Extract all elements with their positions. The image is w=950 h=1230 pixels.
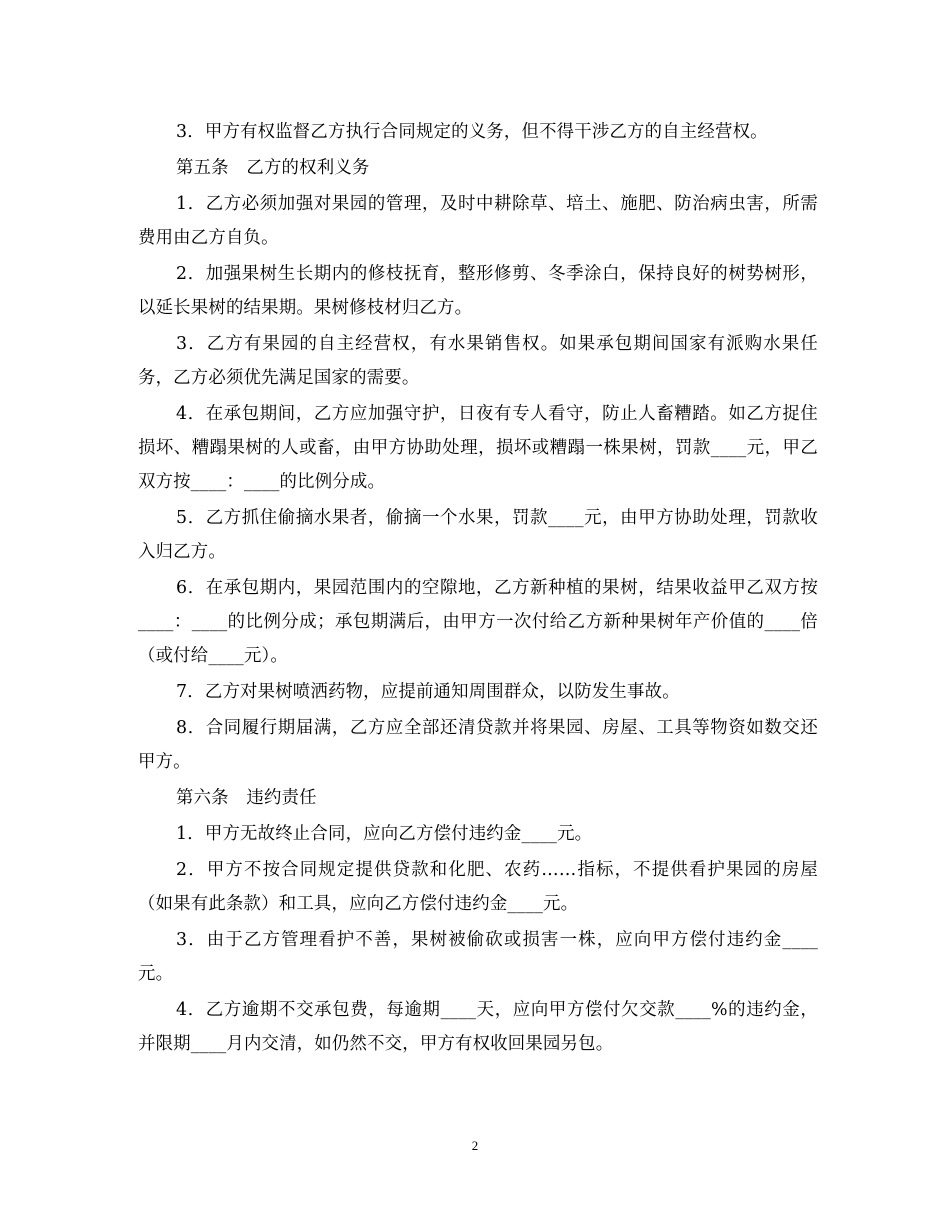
clause-5-item-2: 2．加强果树生长期内的修枝抚育，整形修剪、冬季涂白，保持良好的树势树形，以延长果树的结果期。果树修枝材归乙方。 — [138, 264, 818, 318]
clause-5-item-6: 6．在承包期内，果园范围内的空隙地，乙方新种植的果树，结果收益甲乙双方按____：____的比例分成；承包期满后，由甲方一次付给乙方新种果树年产价值的____倍（或付给____元）。 — [138, 578, 818, 666]
clause-6-item-1: 1．甲方无故终止合同，应向乙方偿付违约金____元。 — [176, 824, 593, 844]
clause-5-item-7: 7．乙方对果树喷洒药物，应提前通知周围群众，以防发生事故。 — [176, 682, 680, 702]
document-body — [138, 115, 818, 1063]
clause-6-item-3: 3．由于乙方管理看护不善，果树被偷砍或损害一株，应向甲方偿付违约金____元。 — [138, 930, 818, 984]
article-6-heading: 第六条 违约责任 — [176, 788, 317, 808]
clause-4-item-3: 3．甲方有权监督乙方执行合同规定的义务，但不得干涉乙方的自主经营权。 — [176, 122, 768, 142]
clause-5-item-4: 4．在承包期间，乙方应加强守护，日夜有专人看守，防止人畜糟踏。如乙方捉住损坏、糟蹋果树的人或畜，由甲方协助处理，损坏或糟蹋一株果树，罚款____元，甲乙双方按____：____的比例分成。 — [138, 404, 818, 492]
article-5-heading: 第五条 乙方的权利义务 — [176, 158, 370, 178]
clause-6-item-4: 4．乙方逾期不交承包费，每逾期____天，应向甲方偿付欠交款____%的违约金，并限期____月内交清，如仍然不交，甲方有权收回果园另包。 — [138, 1000, 818, 1054]
clause-5-item-1: 1．乙方必须加强对果园的管理，及时中耕除草、培土、施肥、防治病虫害，所需费用由乙方自负。 — [138, 194, 818, 248]
clause-5-item-3: 3．乙方有果园的自主经营权，有水果销售权。如果承包期间国家有派购水果任务，乙方必须优先满足国家的需要。 — [138, 334, 818, 388]
clause-5-item-8: 8．合同履行期届满，乙方应全部还清贷款并将果园、房屋、工具等物资如数交还甲方。 — [138, 718, 818, 772]
clause-6-item-2: 2．甲方不按合同规定提供贷款和化肥、农药……指标，不提供看护果园的房屋（如果有此条款）和工具，应向乙方偿付违约金____元。 — [138, 860, 818, 914]
page-number: 2 — [471, 1138, 479, 1153]
clause-5-item-5: 5．乙方抓住偷摘水果者，偷摘一个水果，罚款____元，由甲方协助处理，罚款收入归乙方。 — [138, 508, 818, 562]
